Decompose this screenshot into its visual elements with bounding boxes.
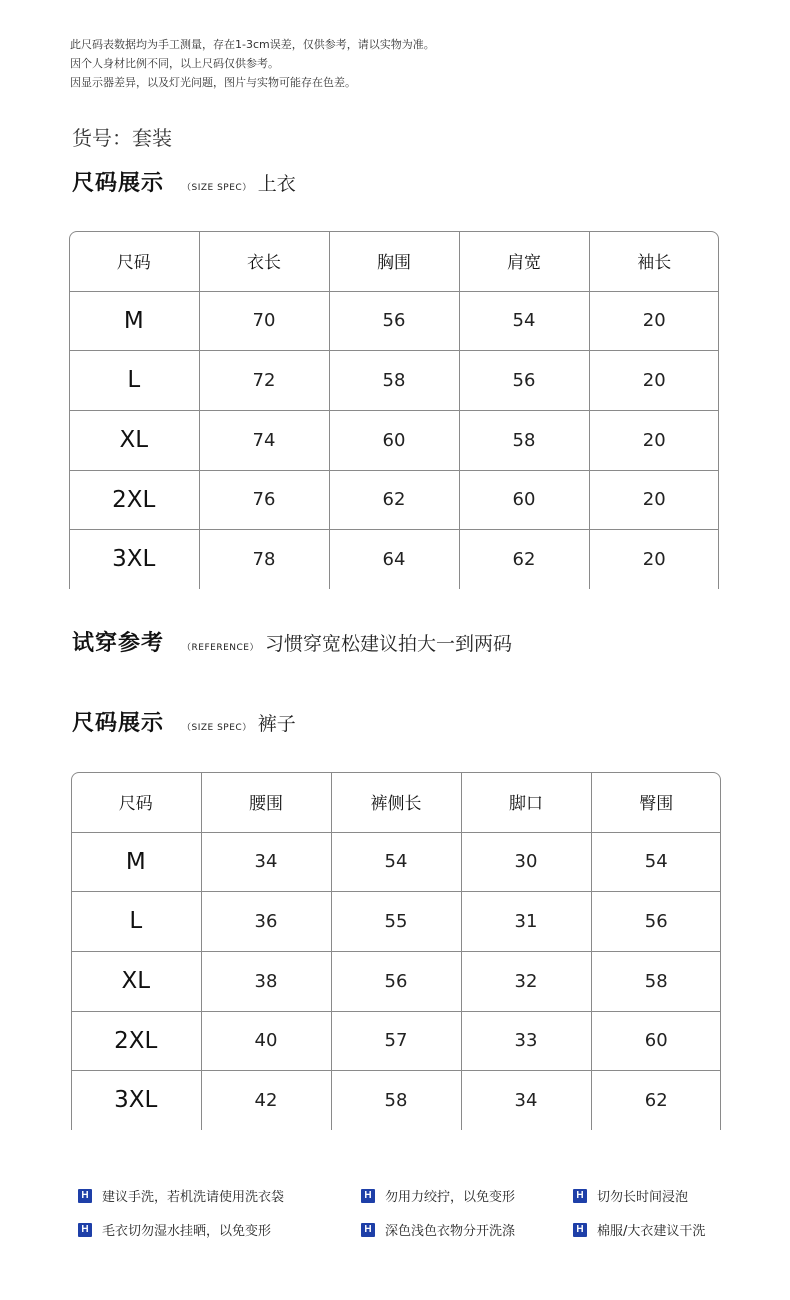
reference-heading (72, 626, 512, 657)
header-leg-opening: 脚口 (461, 772, 591, 832)
pants-size-heading (72, 706, 296, 737)
value-cell: 55 (331, 891, 461, 951)
care-instruction (78, 1186, 284, 1205)
value-cell: 58 (591, 951, 721, 1011)
value-cell: 58 (459, 410, 589, 470)
heading-subtitle: （SIZE SPEC） (182, 723, 252, 733)
value-cell: 56 (459, 350, 589, 410)
value-cell: 60 (329, 410, 459, 470)
care-text: 建议手洗，若机洗请使用洗衣袋 (102, 1190, 285, 1205)
care-text: 切勿长时间浸泡 (597, 1190, 689, 1205)
top-size-table (69, 231, 719, 589)
size-cell: 3XL (71, 1070, 201, 1130)
header-outseam: 裤侧长 (331, 772, 461, 832)
size-cell: XL (71, 951, 201, 1011)
heading-title: 尺码展示 (72, 711, 165, 736)
value-cell: 58 (331, 1070, 461, 1130)
value-cell: 60 (591, 1011, 721, 1070)
value-cell: 64 (329, 529, 459, 589)
size-cell: 3XL (69, 529, 199, 589)
heading-subtitle: （REFERENCE） (182, 643, 259, 653)
size-cell: L (69, 350, 199, 410)
care-label-icon: H (361, 1223, 375, 1237)
value-cell: 36 (201, 891, 331, 951)
value-cell: 42 (201, 1070, 331, 1130)
value-cell: 31 (461, 891, 591, 951)
size-cell: L (71, 891, 201, 951)
table-header-row (69, 231, 719, 291)
header-waist: 腰围 (201, 772, 331, 832)
heading-title: 尺码展示 (72, 171, 165, 196)
header-sleeve: 袖长 (589, 231, 719, 291)
table-row (71, 951, 721, 1011)
value-cell: 30 (461, 832, 591, 891)
care-instruction (573, 1186, 688, 1205)
size-cell: 2XL (69, 470, 199, 529)
care-text: 毛衣切勿湿水挂晒，以免变形 (102, 1224, 272, 1239)
size-cell: XL (69, 410, 199, 470)
care-instruction (361, 1220, 515, 1239)
body-ratio-note: 因个人身材比例不同，以上尺码仅供参考。 (70, 57, 279, 70)
value-cell: 20 (589, 470, 719, 529)
header-shoulder: 肩宽 (459, 231, 589, 291)
heading-garment: 裤子 (257, 713, 296, 735)
value-cell: 20 (589, 291, 719, 350)
value-cell: 54 (459, 291, 589, 350)
value-cell: 40 (201, 1011, 331, 1070)
care-instruction (573, 1220, 705, 1239)
reference-advice: 习惯穿宽松建议拍大一到两码 (264, 633, 512, 655)
table-row (69, 291, 719, 350)
value-cell: 76 (199, 470, 329, 529)
item-number: 货号：套装 (72, 126, 172, 150)
value-cell: 62 (329, 470, 459, 529)
table-row (69, 410, 719, 470)
care-text: 深色浅色衣物分开洗涤 (385, 1224, 516, 1239)
value-cell: 60 (459, 470, 589, 529)
care-label-icon: H (361, 1189, 375, 1203)
value-cell: 56 (331, 951, 461, 1011)
care-instruction (78, 1220, 271, 1239)
value-cell: 54 (591, 832, 721, 891)
value-cell: 57 (331, 1011, 461, 1070)
table-row (71, 832, 721, 891)
care-instruction (361, 1186, 515, 1205)
value-cell: 74 (199, 410, 329, 470)
value-cell: 38 (201, 951, 331, 1011)
value-cell: 32 (461, 951, 591, 1011)
value-cell: 62 (591, 1070, 721, 1130)
value-cell: 56 (591, 891, 721, 951)
care-label-icon: H (573, 1223, 587, 1237)
value-cell: 20 (589, 350, 719, 410)
header-size: 尺码 (69, 231, 199, 291)
size-cell: 2XL (71, 1011, 201, 1070)
table-row (71, 891, 721, 951)
care-label-icon: H (78, 1189, 92, 1203)
header-size: 尺码 (71, 772, 201, 832)
value-cell: 20 (589, 410, 719, 470)
header-length: 衣长 (199, 231, 329, 291)
value-cell: 70 (199, 291, 329, 350)
value-cell: 78 (199, 529, 329, 589)
value-cell: 54 (331, 832, 461, 891)
header-hip: 臀围 (591, 772, 721, 832)
color-difference-note: 因显示器差异，以及灯光问题，图片与实物可能存在色差。 (70, 76, 356, 89)
care-text: 勿用力绞拧，以免变形 (385, 1190, 516, 1205)
measurement-note: 此尺码表数据均为手工测量，存在1-3cm误差，仅供参考，请以实物为准。 (70, 38, 435, 51)
size-cell: M (69, 291, 199, 350)
table-header-row (71, 772, 721, 832)
value-cell: 58 (329, 350, 459, 410)
heading-garment: 上衣 (257, 173, 296, 195)
size-cell: M (71, 832, 201, 891)
heading-title: 试穿参考 (72, 631, 165, 656)
care-text: 棉服/大衣建议干洗 (597, 1224, 706, 1239)
header-chest: 胸围 (329, 231, 459, 291)
value-cell: 72 (199, 350, 329, 410)
table-row (69, 350, 719, 410)
heading-subtitle: （SIZE SPEC） (182, 183, 252, 193)
value-cell: 20 (589, 529, 719, 589)
top-size-heading (72, 166, 296, 197)
value-cell: 62 (459, 529, 589, 589)
value-cell: 34 (461, 1070, 591, 1130)
care-label-icon: H (573, 1189, 587, 1203)
table-row (71, 1011, 721, 1070)
table-row (71, 1070, 721, 1130)
table-row (69, 470, 719, 529)
value-cell: 33 (461, 1011, 591, 1070)
value-cell: 56 (329, 291, 459, 350)
care-label-icon: H (78, 1223, 92, 1237)
table-row (69, 529, 719, 589)
value-cell: 34 (201, 832, 331, 891)
pants-size-table (71, 772, 721, 1130)
